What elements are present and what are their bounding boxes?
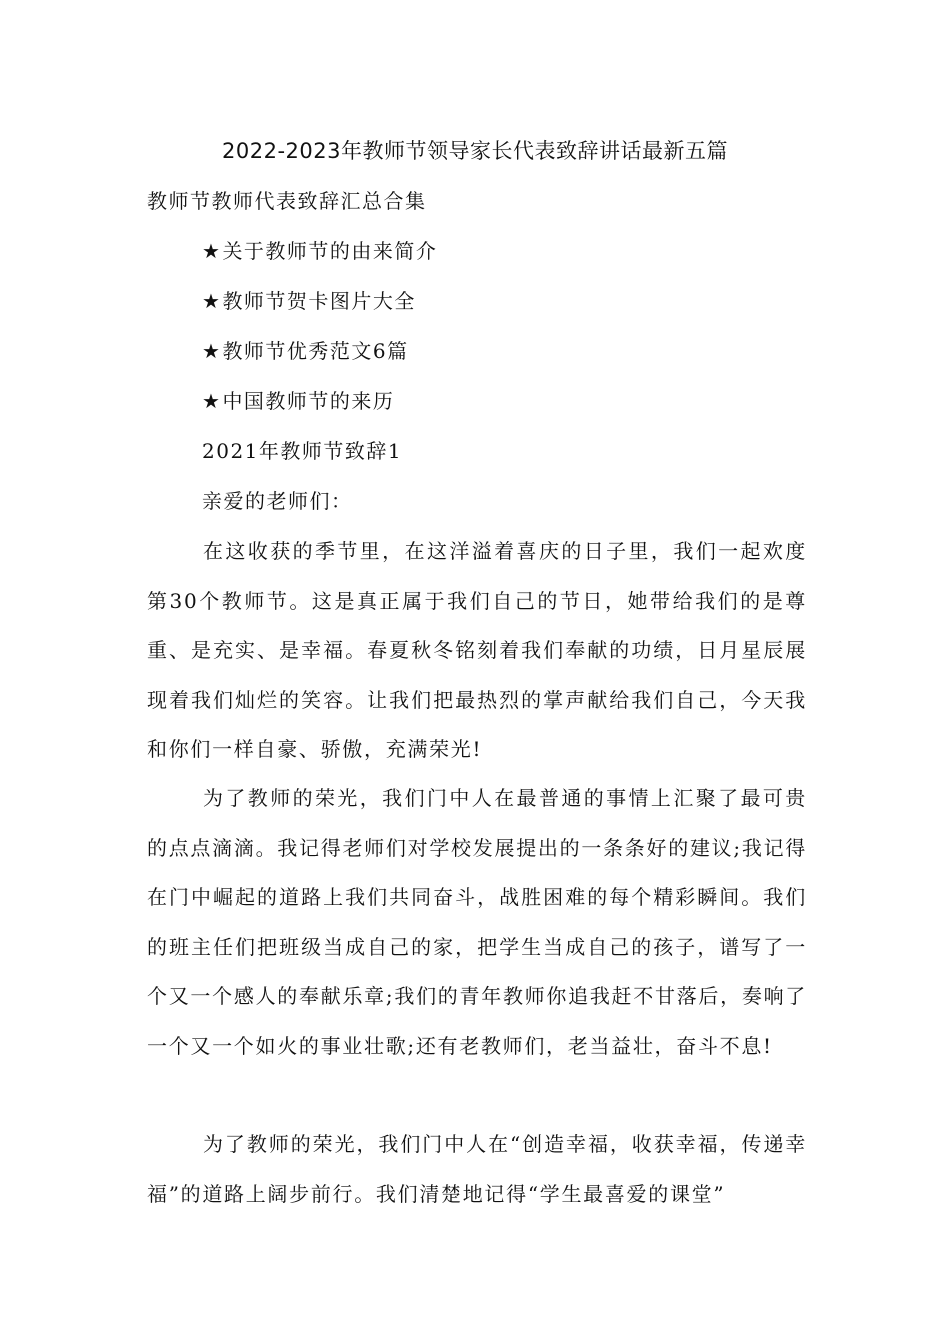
document-subtitle: 教师节教师代表致辞汇总合集 [147, 189, 427, 213]
body-paragraph: 为了教师的荣光，我们门中人在最普通的事情上汇聚了最可贵的点点滴滴。我记得老师们对学校发展提出的一条条好的建议;我记得在门中崛起的道路上我们共同奋斗，战胜困难的每个精彩瞬间。我们的班主任们把班级当成自己的家，把学生当成自己的孩子，谱写了一个又一个感人的奉献乐章;我们的青年教师你追我赶不甘落后，奏响了一个又一个如火的事业壮歌;还有老教师们，老当益壮，奋斗不息! [147, 786, 807, 1058]
toc-item-label: 中国教师节的来历 [222, 389, 395, 413]
salutation: 亲爱的老师们： [202, 489, 353, 513]
star-icon: ★ [202, 239, 222, 263]
toc-item[interactable] [202, 284, 416, 318]
body-paragraph: 为了教师的荣光，我们门中人在“创造幸福，收获幸福，传递幸福”的道路上阔步前行。我们清楚地记得“学生最喜爱的课堂” [147, 1132, 807, 1206]
toc-item[interactable] [202, 384, 394, 418]
toc-item-label: 教师节优秀范文6篇 [222, 339, 409, 363]
toc-item-label: 关于教师节的由来简介 [222, 239, 438, 263]
section-heading: 2021年教师节致辞1 [202, 439, 403, 463]
toc-item[interactable] [202, 234, 437, 268]
toc-item[interactable] [202, 334, 409, 368]
document-title: 2022-2023年教师节领导家长代表致辞讲话最新五篇 [222, 139, 728, 163]
star-icon: ★ [202, 389, 222, 413]
star-icon: ★ [202, 289, 222, 313]
body-paragraph: 在这收获的季节里，在这洋溢着喜庆的日子里，我们一起欢度第30个教师节。这是真正属于我们自己的节日，她带给我们的是尊重、是充实、是幸福。春夏秋冬铭刻着我们奉献的功绩，日月星辰展现着我们灿烂的笑容。让我们把最热烈的掌声献给我们自己，今天我和你们一样自豪、骄傲，充满荣光! [147, 539, 807, 761]
toc-item-label: 教师节贺卡图片大全 [222, 289, 416, 313]
star-icon: ★ [202, 339, 222, 363]
